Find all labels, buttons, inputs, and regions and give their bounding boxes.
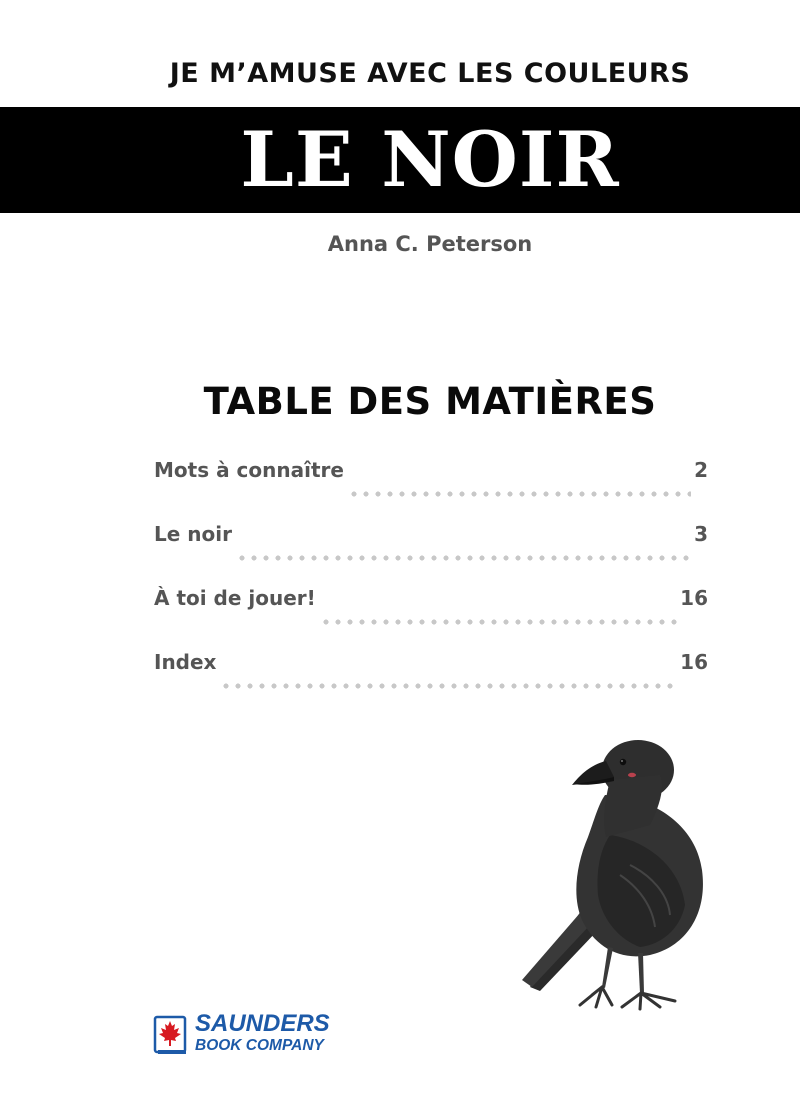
author-name: Anna C. Peterson bbox=[327, 232, 533, 256]
toc-dot-leader bbox=[320, 619, 677, 625]
publisher-subtitle: BOOK COMPANY bbox=[195, 1037, 324, 1054]
toc-entry-page: 16 bbox=[680, 650, 708, 674]
title-bar bbox=[0, 107, 800, 213]
toc-entry-mots-a-connaitre[interactable] bbox=[154, 458, 708, 522]
toc-entry-page: 2 bbox=[694, 458, 708, 482]
toc-entry-index[interactable] bbox=[154, 650, 708, 714]
publisher-logo bbox=[153, 1012, 363, 1058]
book-title: LE NOIR bbox=[240, 115, 620, 204]
toc-entry-page: 16 bbox=[680, 586, 708, 610]
maple-leaf-book-icon bbox=[153, 1014, 189, 1056]
toc-dot-leader bbox=[348, 491, 691, 497]
toc-entry-a-toi-de-jouer[interactable] bbox=[154, 586, 708, 650]
series-title: JE M’AMUSE AVEC LES COULEURS bbox=[169, 58, 691, 89]
toc-entry-label: Le noir bbox=[154, 522, 232, 546]
table-of-contents bbox=[154, 458, 708, 714]
publisher-name: SAUNDERS bbox=[195, 1010, 330, 1037]
toc-entry-label: Index bbox=[154, 650, 217, 674]
crow-illustration bbox=[510, 725, 710, 1015]
toc-entry-page: 3 bbox=[694, 522, 708, 546]
toc-entry-le-noir[interactable] bbox=[154, 522, 708, 586]
toc-dot-leader bbox=[220, 683, 677, 689]
toc-entry-label: Mots à connaître bbox=[154, 458, 344, 482]
toc-entry-label: À toi de jouer! bbox=[154, 586, 316, 610]
toc-heading: TABLE DES MATIÈRES bbox=[203, 380, 657, 423]
toc-dot-leader bbox=[236, 555, 691, 561]
